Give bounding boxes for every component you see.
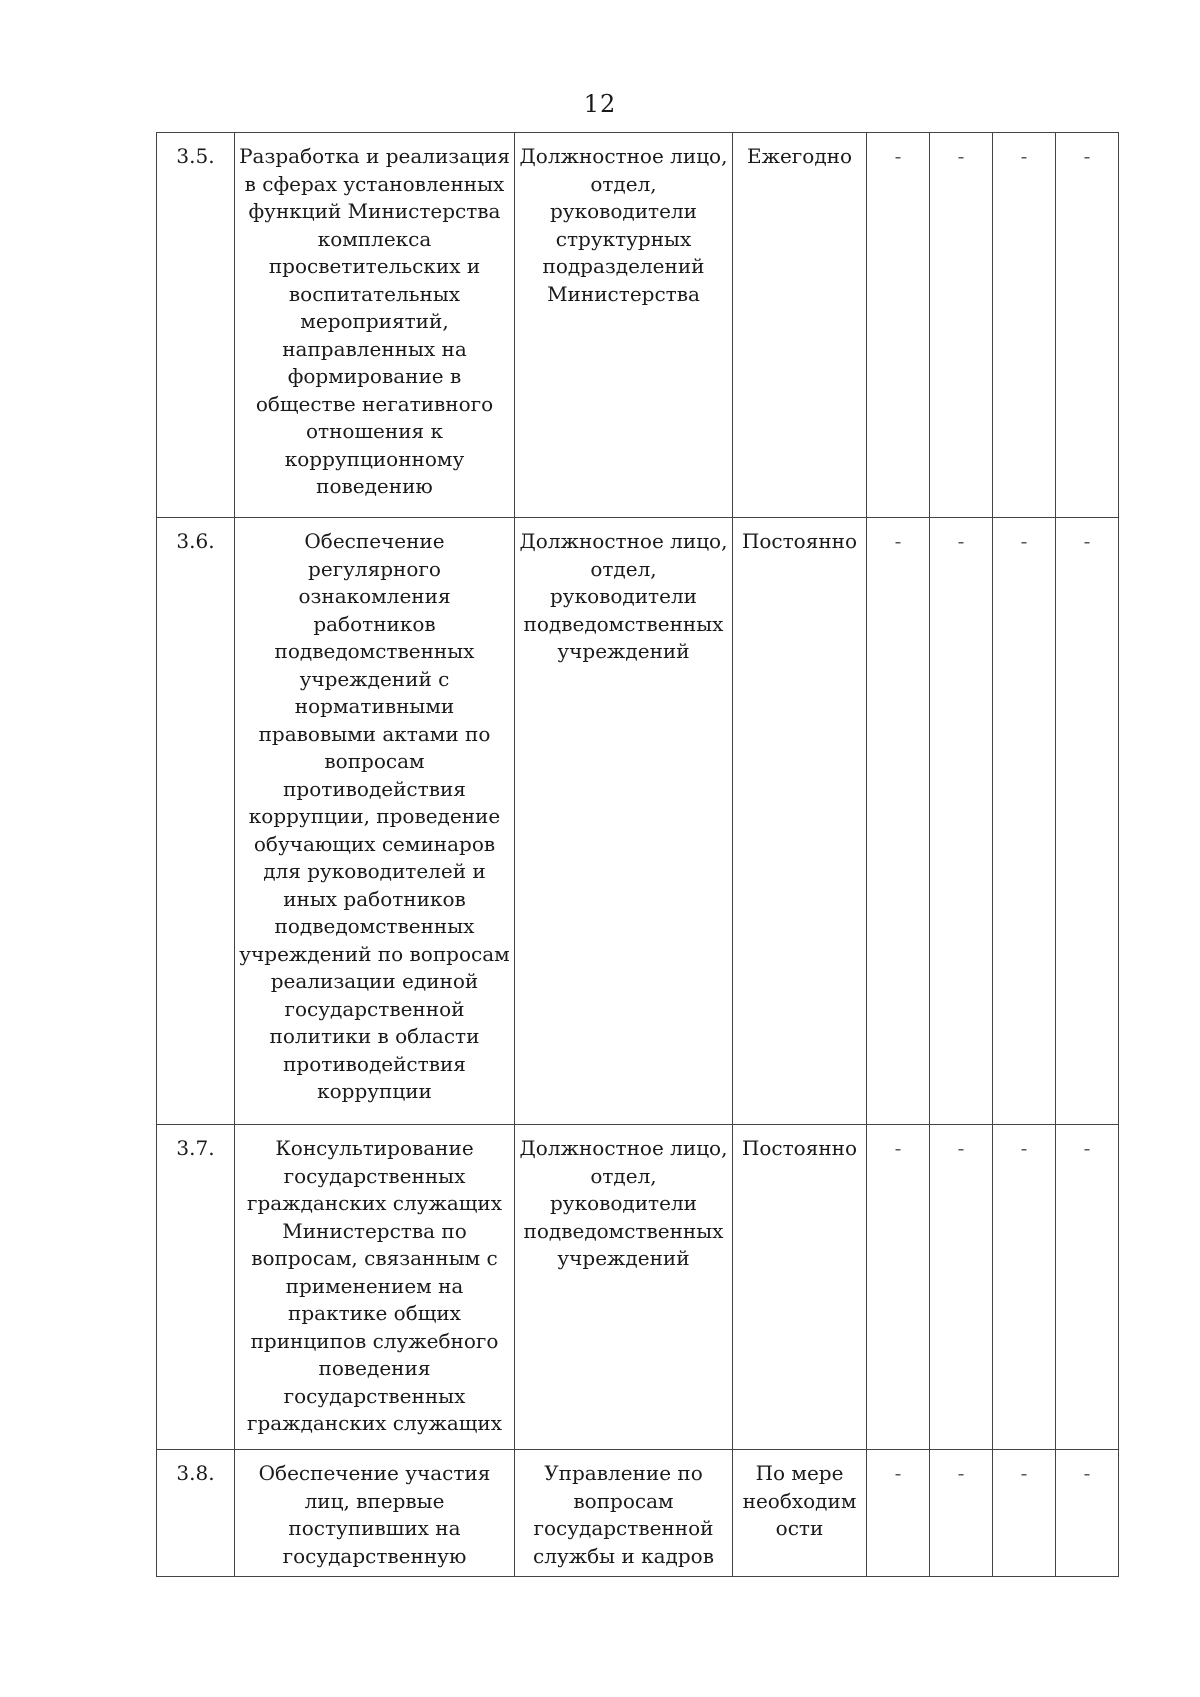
- row-number: 3.6.: [157, 518, 235, 1125]
- measure-description: Консультирование государственных гражданских служащих Министерства по вопросам, связанным с применением на практике общих принципов служебного поведения государственных гражданских служащих: [235, 1125, 515, 1450]
- execution-period: Ежегодно: [733, 133, 867, 518]
- indicator-cell: -: [867, 133, 930, 518]
- indicator-cell: -: [993, 133, 1056, 518]
- measure-description: Обеспечение участия лиц, впервые поступивших на государственную: [235, 1450, 515, 1577]
- indicator-cell: -: [930, 1450, 993, 1577]
- table-row: [157, 1450, 1119, 1577]
- responsible-executor: Должностное лицо, отдел, руководители подведомственных учреждений: [515, 1125, 733, 1450]
- indicator-cell: -: [993, 1125, 1056, 1450]
- page-number: 12: [583, 90, 617, 118]
- table-row: [157, 518, 1119, 1125]
- indicator-cell: -: [930, 1125, 993, 1450]
- responsible-executor: Должностное лицо, отдел, руководители подведомственных учреждений: [515, 518, 733, 1125]
- indicator-cell: -: [1056, 1125, 1119, 1450]
- responsible-executor: Управление по вопросам государственной службы и кадров: [515, 1450, 733, 1577]
- table-row: [157, 1125, 1119, 1450]
- responsible-executor: Должностное лицо, отдел, руководители структурных подразделений Министерства: [515, 133, 733, 518]
- execution-period: Постоянно: [733, 1125, 867, 1450]
- measures-table: [156, 132, 1119, 1577]
- indicator-cell: -: [867, 1125, 930, 1450]
- indicator-cell: -: [930, 133, 993, 518]
- indicator-cell: -: [993, 1450, 1056, 1577]
- indicator-cell: -: [1056, 518, 1119, 1125]
- measure-description: Обеспечение регулярного ознакомления работников подведомственных учреждений с нормативными правовыми актами по вопросам противодействия коррупции, проведение обучающих семинаров для руководителей и иных работников подведомственных учреждений по вопросам реализации единой государственной политики в области противодействия коррупции: [235, 518, 515, 1125]
- indicator-cell: -: [1056, 1450, 1119, 1577]
- execution-period: Постоянно: [733, 518, 867, 1125]
- table-row: [157, 133, 1119, 518]
- indicator-cell: -: [993, 518, 1056, 1125]
- indicator-cell: -: [867, 518, 930, 1125]
- row-number: 3.7.: [157, 1125, 235, 1450]
- measure-description: Разработка и реализация в сферах установленных функций Министерства комплекса просветительских и воспитательных мероприятий, направленных на формирование в обществе негативного отношения к коррупционному поведению: [235, 133, 515, 518]
- row-number: 3.8.: [157, 1450, 235, 1577]
- row-number: 3.5.: [157, 133, 235, 518]
- indicator-cell: -: [1056, 133, 1119, 518]
- execution-period: По мере необходим ости: [733, 1450, 867, 1577]
- indicator-cell: -: [930, 518, 993, 1125]
- indicator-cell: -: [867, 1450, 930, 1577]
